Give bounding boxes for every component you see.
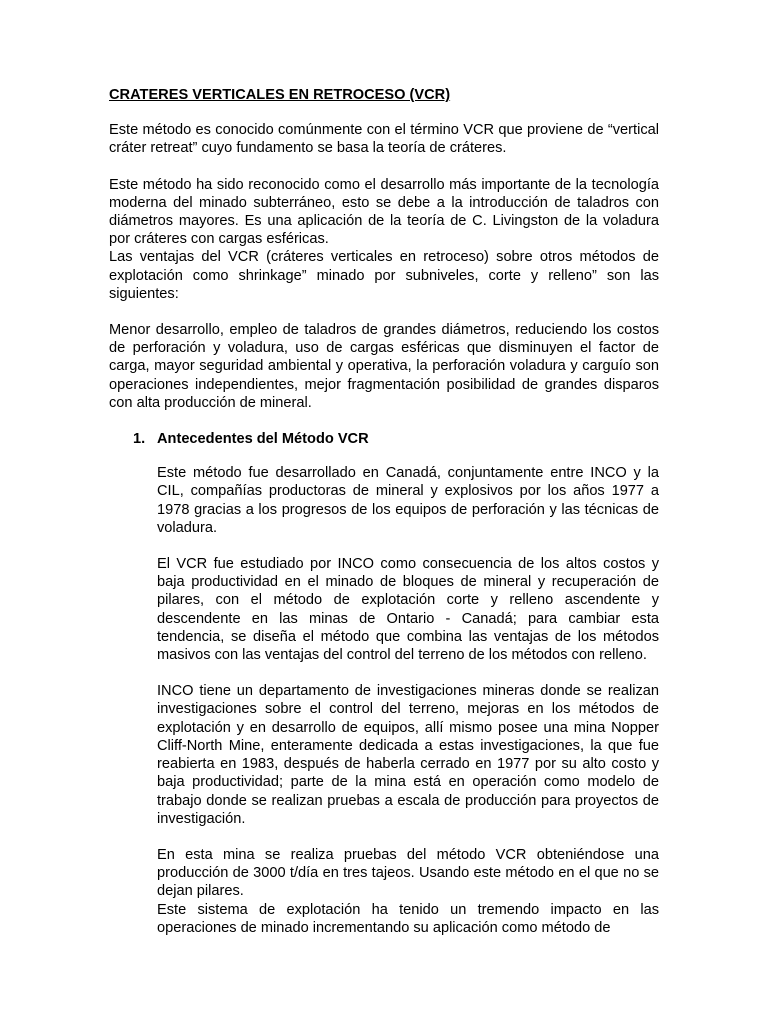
section-body xyxy=(157,464,659,937)
section-title: Antecedentes del Método VCR xyxy=(157,431,369,448)
section-paragraph-4: En esta mina se realiza pruebas del método VCR obteniéndose una producción de 3000 t/día en tres tajeos. Usando este método en el que no se dejan pilares. xyxy=(157,846,659,900)
document-title: CRATERES VERTICALES EN RETROCESO (VCR) xyxy=(109,87,451,103)
document-page xyxy=(109,86,659,937)
intro-paragraph-2: Este método ha sido reconocido como el desarrollo más importante de la tecnología moderna del minado subterráneo, esto se debe a la introducción de taladros con diámetros mayores. Es una aplicación de la teoría de C. Livingston de la voladura por cráteres con cargas esféricas. xyxy=(109,176,659,248)
intro-paragraph-1: Este método es conocido comúnmente con el término VCR que proviene de “vertical cráter retreat” cuyo fundamento se basa la teoría de cráteres. xyxy=(109,122,659,157)
intro-paragraph-3: Las ventajas del VCR (cráteres verticales en retroceso) sobre otros métodos de explotación como shrinkage” minado por subniveles, corte y relleno” son las siguientes: xyxy=(109,249,659,302)
section-heading xyxy=(133,430,659,448)
intro-paragraph-4: Menor desarrollo, empleo de taladros de grandes diámetros, reduciendo los costos de perforación y voladura, uso de cargas esféricas que disminuyen el factor de carga, mayor seguridad ambiental y operativa, la perforación voladura y carguío son operaciones independientes, mejor fragmentación posibilidad de grandes disparos con alta producción de mineral. xyxy=(109,322,659,411)
section-paragraph-1: Este método fue desarrollado en Canadá, conjuntamente entre INCO y la CIL, compañías productoras de mineral y explosivos por los años 1977 a 1978 gracias a los progresos de los equipos de perforación y las técnicas de voladura. xyxy=(157,465,659,536)
section-number: 1. xyxy=(133,431,146,448)
section-paragraph-2: El VCR fue estudiado por INCO como consecuencia de los altos costos y baja productividad en el minado de bloques de mineral y recuperación de pilares, con el método de explotación corte y relleno ascendente y descendente en las minas de Ontario - Canadá; para cambiar esta tendencia, se diseña el método que combina las ventajas de los métodos masivos con las ventajas del control del terreno de los métodos con relleno. xyxy=(157,556,659,664)
section-paragraph-5: Este sistema de explotación ha tenido un tremendo impacto en las operaciones de minado incrementando su aplicación como método de xyxy=(157,901,659,936)
section-paragraph-3: INCO tiene un departamento de investigaciones mineras donde se realizan investigaciones sobre el control del terreno, mejoras en los métodos de explotación y en desarrollo de equipos, allí mismo posee una mina Nopper Cliff-North Mine, enteramente dedicada a estas investigaciones, la que fue reabierta en 1983, después de haberla cerrado en 1977 por su alto costo y baja productividad; parte de la mina está en operación como modelo de trabajo donde se realizan pruebas a escala de producción para proyectos de investigación. xyxy=(157,683,659,827)
